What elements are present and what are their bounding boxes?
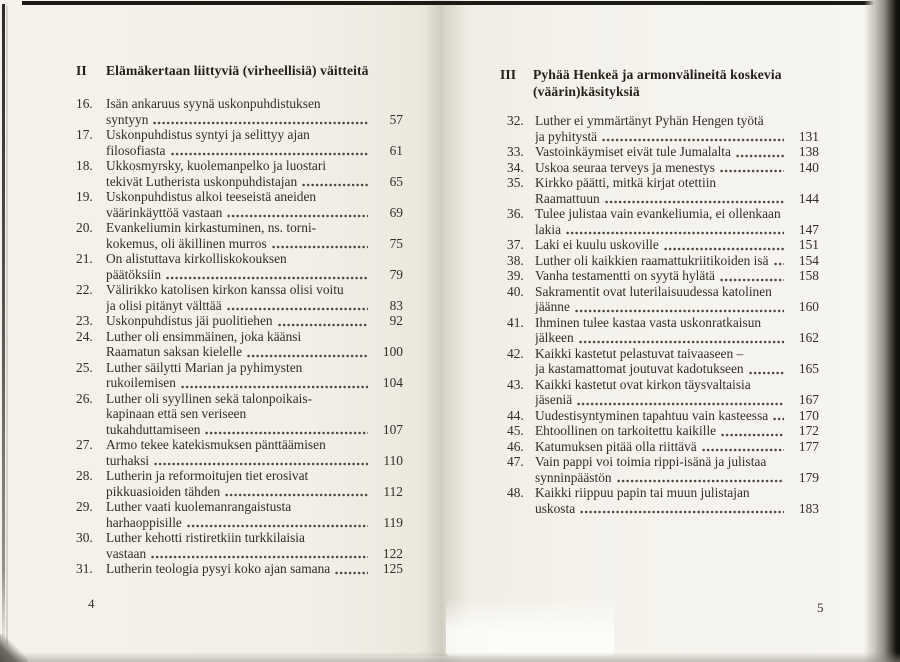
entry-number: 36. [507, 206, 524, 221]
entry-text: Uudestisyntyminen tapahtuu vain kasteessa [535, 407, 769, 423]
entry-body [98, 468, 403, 499]
entry-body [98, 127, 403, 158]
entry-number: 24. [76, 328, 93, 344]
entry-body [98, 282, 403, 313]
entry-text: Lutherin teologia pysyi koko ajan samana [106, 561, 331, 576]
dot-leader [205, 431, 368, 435]
entry-line [535, 439, 819, 455]
entry-line [535, 268, 819, 284]
entry-text: Raamattuun [535, 190, 600, 206]
toc-entry [507, 439, 819, 455]
dot-leader [720, 278, 784, 282]
entry-line: Ihminen tulee kastaa vasta uskonratkaisun [535, 314, 762, 330]
entry-page-number: 119 [383, 514, 403, 530]
dot-leader [272, 245, 368, 249]
toc-entry [507, 408, 819, 424]
dot-leader [602, 138, 784, 142]
entry-text: Luther oli kaikkien raamattukriitikoiden isä [535, 252, 769, 268]
toc-entry [76, 127, 403, 158]
entry-text: Vanha testamentti on syytä hylätä [535, 268, 715, 283]
entry-text: rukoilemisen [106, 375, 176, 390]
entry-number: 17. [76, 127, 93, 142]
entry-line: Luther oli syyllinen sekä talonpoikais- [106, 390, 313, 406]
entry-number: 44. [507, 407, 524, 423]
entry-line [106, 112, 403, 128]
dot-leader [247, 354, 368, 358]
dot-leader [151, 555, 368, 559]
entry-number: 48. [507, 485, 524, 500]
entry-line: Uskonpuhdistus syntyi ja selittyy ajan [106, 127, 310, 142]
entry-page-number: 162 [798, 330, 819, 345]
entry-number: 39. [507, 268, 524, 283]
entry-text: turhaksi [106, 452, 150, 468]
entry-number: 34. [507, 159, 524, 175]
toc-entry [76, 391, 403, 438]
toc-entry [76, 437, 403, 468]
entry-number: 31. [76, 561, 93, 576]
entry-line [535, 361, 819, 377]
entry-text: jäänne [535, 299, 570, 314]
dot-leader [720, 169, 784, 173]
entry-line [535, 253, 819, 269]
entry-line [535, 330, 819, 346]
section-number: III [500, 67, 517, 82]
entry-line [106, 236, 403, 252]
entry-number: 21. [76, 251, 93, 266]
entry-text: tukahduttamiseen [106, 421, 201, 437]
entry-body [98, 499, 403, 530]
entry-line: kapinaan että sen veriseen [106, 406, 247, 421]
entry-line: Kirkko päätti, mitkä kirjat otettiin [535, 175, 717, 190]
entry-body [98, 313, 403, 329]
scan-bottom-edge [0, 652, 900, 662]
scan-top-edge [22, 1, 900, 5]
toc-entry [76, 158, 403, 189]
entry-body [527, 454, 819, 485]
entry-number: 22. [76, 282, 93, 297]
entry-body [98, 561, 403, 577]
scan-left-edge [2, 4, 5, 648]
entry-number: 45. [507, 423, 524, 438]
toc-entry [507, 423, 819, 439]
page-fore-edge [446, 598, 614, 656]
entry-body [527, 160, 819, 176]
entry-line [106, 298, 403, 314]
entry-page-number: 167 [798, 392, 819, 407]
entry-page-number: 75 [389, 235, 403, 251]
entry-page-number: 69 [389, 204, 403, 220]
toc-entry [76, 468, 403, 499]
entry-body [98, 437, 403, 468]
left-toc-list [76, 96, 403, 577]
entry-page-number: 57 [389, 111, 403, 127]
entry-page-number: 144 [798, 190, 819, 206]
entry-page-number: 125 [382, 561, 403, 576]
dot-leader [721, 433, 784, 437]
entry-page-number: 179 [798, 469, 819, 485]
entry-page-number: 140 [798, 159, 819, 175]
entry-number: 46. [507, 438, 524, 454]
entry-line: Ukkosmyrsky, kuolemanpelko ja luostari [106, 158, 327, 173]
entry-text: Vastoinkäymiset eivät tule Jumalalta [535, 144, 731, 159]
entry-line: Armo tekee katekismuksen pänttäämisen [106, 437, 326, 452]
entry-number: 16. [76, 96, 93, 111]
entry-number: 20. [76, 220, 93, 235]
entry-text: Raamatun saksan kielelle [106, 344, 243, 359]
entry-line [106, 267, 403, 283]
entry-number: 40. [507, 283, 524, 299]
entry-text: harhaoppisille [106, 514, 182, 530]
entry-line [106, 174, 403, 190]
entry-line: Evankeliumin kirkastuminen, ns. torni- [106, 220, 317, 235]
entry-line [106, 484, 403, 500]
toc-entry [76, 313, 403, 329]
entry-text: vastaan [106, 545, 147, 561]
entry-body [527, 284, 819, 315]
entry-page-number: 110 [383, 452, 403, 468]
entry-page-number: 131 [798, 128, 819, 144]
section-title [533, 66, 853, 100]
entry-page-number: 160 [798, 299, 819, 314]
entry-number: 33. [507, 144, 524, 159]
entry-line [535, 501, 819, 517]
entry-line [535, 160, 819, 176]
entry-body [98, 189, 403, 220]
entry-body [527, 253, 819, 269]
toc-entry [507, 160, 819, 176]
dot-leader [153, 121, 368, 125]
section-number: II [76, 63, 87, 78]
dot-leader [575, 309, 784, 313]
entry-line [106, 313, 403, 329]
scan-left-edge-inner [6, 6, 8, 646]
dot-leader [736, 154, 784, 158]
entry-page-number: 177 [798, 438, 819, 454]
entry-page-number: 100 [382, 344, 403, 359]
entry-line [535, 299, 819, 315]
dot-leader [749, 371, 784, 375]
entry-text: syntyyn [106, 111, 149, 127]
entry-line [106, 205, 403, 221]
entry-body [98, 158, 403, 189]
entry-page-number: 83 [389, 297, 403, 313]
entry-page-number: 104 [382, 375, 403, 390]
entry-line [106, 344, 403, 360]
section-title-line: Pyhää Henkeä ja armonvälineitä koskevia [533, 67, 782, 82]
entry-body [527, 423, 819, 439]
entry-body [98, 360, 403, 391]
entry-text: ja olisi pitänyt välttää [106, 297, 222, 313]
entry-page-number: 165 [798, 361, 819, 376]
entry-line: Välirikko katolisen kirkon kanssa olisi voitu [106, 282, 344, 297]
toc-entry [76, 189, 403, 220]
entry-line [535, 222, 819, 238]
entry-text: synninpäästön [535, 469, 612, 485]
toc-entry [507, 206, 819, 237]
dot-leader [154, 462, 368, 466]
dot-leader [335, 571, 368, 575]
toc-entry [507, 268, 819, 284]
entry-line: Luther säilytti Marian ja pyhimysten [106, 359, 303, 375]
entry-page-number: 158 [798, 268, 819, 283]
toc-entry [507, 454, 819, 485]
dot-leader [579, 340, 784, 344]
entry-line: Lutherin ja reformoitujen tiet erosivat [106, 468, 309, 483]
entry-number: 19. [76, 189, 93, 204]
entry-page-number: 151 [798, 237, 819, 252]
entry-page-number: 79 [389, 266, 403, 282]
dot-leader [664, 247, 784, 251]
entry-line: Luther ei ymmärtänyt Pyhän Hengen työtä [535, 113, 764, 128]
entry-body [527, 408, 819, 424]
entry-body [527, 206, 819, 237]
entry-line [106, 453, 403, 469]
entry-text: jäseniä [535, 392, 573, 407]
entry-line [535, 423, 819, 439]
entry-number: 26. [76, 390, 93, 406]
entry-number: 28. [76, 468, 93, 483]
dot-leader [278, 323, 368, 327]
left-page-number: 4 [88, 596, 95, 611]
entry-line [535, 144, 819, 160]
entry-body [98, 530, 403, 561]
toc-entry [507, 144, 819, 160]
entry-line: Luther kehotti ristiretkiin turkkilaisia [106, 530, 305, 545]
entry-body [98, 251, 403, 282]
entry-line [106, 422, 403, 438]
entry-number: 29. [76, 499, 93, 514]
entry-text: ja kastamattomat joutuvat kadotukseen [535, 361, 744, 376]
dot-leader [225, 493, 368, 497]
toc-entry [76, 96, 403, 127]
entry-text: Katumuksen pitää olla riittävä [535, 438, 697, 454]
toc-entry [76, 499, 403, 530]
scan-corner-bottom-left [0, 634, 28, 662]
entry-text: päätöksiin [106, 266, 162, 282]
scan-right-edge [864, 0, 900, 662]
left-section-header [76, 62, 429, 79]
toc-entry [76, 530, 403, 561]
entry-line: Kaikki riippuu papin tai muun julistajan [535, 485, 750, 500]
right-page [443, 4, 867, 656]
left-page [6, 4, 443, 656]
entry-text: tekivät Lutherista uskonpuhdistajan [106, 173, 298, 189]
entry-line [535, 129, 819, 145]
entry-line: Kaikki kastetut pelastuvat taivaaseen – [535, 345, 744, 361]
dot-leader [566, 231, 784, 235]
entry-line: Isän ankaruus syynä uskonpuhdistuksen [106, 96, 321, 111]
dot-leader [181, 385, 368, 389]
entry-body [527, 175, 819, 206]
dot-leader [605, 200, 784, 204]
entry-body [527, 315, 819, 346]
section-title-line: (väärin)käsityksiä [533, 84, 640, 99]
entry-body [527, 439, 819, 455]
entry-text: pikkuasioiden tähden [106, 483, 221, 499]
entry-line [106, 375, 403, 391]
dot-leader [187, 524, 368, 528]
toc-entry [507, 113, 819, 144]
entry-number: 32. [507, 113, 524, 128]
dot-leader [774, 262, 784, 266]
dot-leader [577, 402, 784, 406]
entry-line [106, 515, 403, 531]
entry-page-number: 154 [798, 252, 819, 268]
toc-entry [507, 284, 819, 315]
entry-number: 47. [507, 454, 524, 469]
entry-text: Uskonpuhdistus jäi puolitiehen [106, 313, 273, 328]
entry-page-number: 122 [382, 545, 403, 561]
entry-number: 43. [507, 376, 524, 392]
right-page-number: 5 [817, 600, 824, 615]
entry-text: lakia [535, 221, 562, 237]
entry-page-number: 138 [798, 144, 819, 159]
entry-line: Sakramentit ovat luterilaisuudessa katolinen [535, 283, 772, 299]
toc-entry [76, 282, 403, 313]
entry-line: Uskonpuhdistus alkoi teeseistä aneiden [106, 189, 317, 204]
entry-text: ja pyhitystä [535, 128, 598, 144]
entry-page-number: 183 [798, 500, 819, 516]
entry-body [527, 237, 819, 253]
dot-leader [171, 152, 369, 156]
entry-body [527, 346, 819, 377]
entry-text: Uskoa seuraa terveys ja menestys [535, 159, 715, 175]
toc-entry [507, 315, 819, 346]
entry-number: 27. [76, 437, 93, 452]
entry-body [527, 144, 819, 160]
entry-text: uskosta [535, 500, 576, 516]
entry-number: 30. [76, 530, 93, 545]
entry-line: Luther oli ensimmäinen, joka käänsi [106, 328, 302, 344]
entry-line [106, 546, 403, 562]
entry-text: jälkeen [535, 330, 574, 345]
entry-number: 25. [76, 359, 93, 375]
entry-line: Kaikki kastetut ovat kirkon täysvaltaisia [535, 376, 751, 392]
entry-line: Vain pappi voi toimia rippi-isänä ja julistaa [535, 454, 767, 469]
toc-entry [76, 329, 403, 360]
toc-entry [76, 251, 403, 282]
entry-body [98, 329, 403, 360]
toc-entry [507, 237, 819, 253]
entry-line [535, 191, 819, 207]
entry-text: väärinkäyttöä vastaan [106, 204, 223, 220]
entry-text: filosofiasta [106, 142, 166, 158]
section-title: Elämäkertaan liittyviä (virheellisiä) väitteitä [106, 63, 369, 78]
dot-leader [166, 276, 368, 280]
entry-line [106, 143, 403, 159]
entry-page-number: 65 [389, 173, 403, 189]
entry-page-number: 172 [798, 423, 819, 438]
toc-entry [507, 175, 819, 206]
entry-text: Laki ei kuulu uskoville [535, 237, 659, 252]
entry-body [98, 391, 403, 438]
entry-body [98, 220, 403, 251]
toc-entry [507, 253, 819, 269]
entry-line [535, 408, 819, 424]
dot-leader [580, 510, 784, 514]
dot-leader [227, 307, 368, 311]
dot-leader [773, 417, 784, 421]
entry-line [535, 237, 819, 253]
dot-leader [227, 214, 368, 218]
entry-text: Ehtoollinen on tarkoitettu kaikille [535, 423, 717, 438]
dot-leader [702, 448, 784, 452]
right-toc-list [507, 113, 819, 516]
toc-entry [507, 377, 819, 408]
dot-leader [617, 479, 784, 483]
entry-number: 41. [507, 314, 524, 330]
gutter-shadow [424, 0, 466, 662]
entry-number: 37. [507, 237, 524, 252]
entry-body [527, 485, 819, 516]
entry-number: 23. [76, 313, 93, 328]
entry-page-number: 61 [389, 142, 403, 158]
entry-text: kokemus, oli äkillinen murros [106, 235, 267, 251]
dot-leader [302, 183, 368, 187]
entry-line: Luther vaati kuolemanrangaistusta [106, 499, 292, 514]
entry-body [98, 96, 403, 127]
toc-entry [507, 485, 819, 516]
entry-body [527, 113, 819, 144]
entry-page-number: 112 [383, 483, 403, 499]
entry-page-number: 92 [389, 313, 403, 328]
entry-number: 42. [507, 345, 524, 361]
entry-line: On alistuttava kirkolliskokouksen [106, 251, 287, 266]
toc-entry [507, 346, 819, 377]
entry-page-number: 147 [798, 221, 819, 237]
toc-entry [76, 360, 403, 391]
entry-line [535, 470, 819, 486]
entry-line [535, 392, 819, 408]
entry-body [527, 268, 819, 284]
entry-number: 38. [507, 252, 524, 268]
toc-entry [76, 220, 403, 251]
entry-line [106, 561, 403, 577]
entry-number: 35. [507, 175, 524, 190]
entry-body [527, 377, 819, 408]
entry-number: 18. [76, 158, 93, 173]
entry-page-number: 107 [382, 421, 403, 437]
toc-entry [76, 561, 403, 577]
right-section-header [500, 66, 853, 100]
entry-line: Tulee julistaa vain evankeliumia, ei ollenkaan [535, 206, 781, 221]
entry-page-number: 170 [798, 407, 819, 423]
